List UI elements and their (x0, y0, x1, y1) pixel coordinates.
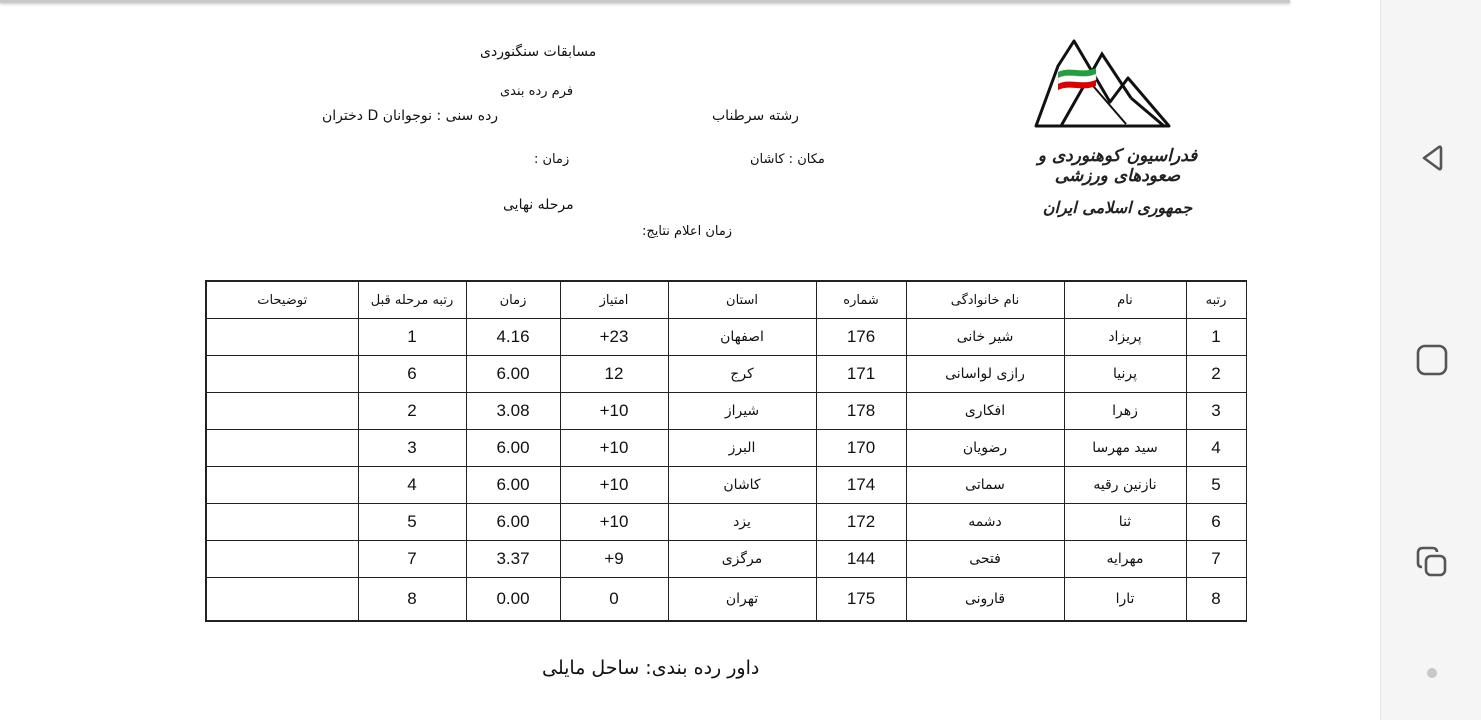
cell-province: مرگزی (668, 541, 816, 578)
cell-rank: 5 (1186, 467, 1246, 504)
competition-title: مسابقات سنگنوردی (480, 44, 597, 60)
cell-number: 144 (816, 541, 906, 578)
cell-last-name: شیر خانی (906, 319, 1064, 356)
cell-first-name: نازنین رقیه (1064, 467, 1186, 504)
cell-first-name: زهرا (1064, 393, 1186, 430)
results-table-container (205, 280, 1227, 630)
table-header-row (206, 281, 1246, 319)
cell-number: 170 (816, 430, 906, 467)
cell-rank: 7 (1186, 541, 1246, 578)
discipline-label: رشته سرطناب (712, 108, 799, 124)
cell-time: 6.00 (466, 430, 560, 467)
results-table (205, 280, 1247, 622)
top-edge-bar (0, 0, 1290, 3)
cell-last-name: فتحی (906, 541, 1064, 578)
cell-score: 12 (560, 356, 668, 393)
cell-rank: 3 (1186, 393, 1246, 430)
cell-rank: 4 (1186, 430, 1246, 467)
cell-notes (206, 578, 358, 622)
cell-province: تهران (668, 578, 816, 622)
cell-last-name: رضویان (906, 430, 1064, 467)
square-home-icon (1410, 338, 1454, 382)
cell-notes (206, 541, 358, 578)
cell-previous-rank: 5 (358, 504, 466, 541)
col-header-rank: رتبه (1186, 281, 1246, 319)
cell-previous-rank: 1 (358, 319, 466, 356)
cell-time: 3.08 (466, 393, 560, 430)
overlapping-squares-recents-icon (1410, 540, 1454, 584)
cell-number: 171 (816, 356, 906, 393)
cell-time: 3.37 (466, 541, 560, 578)
time-label: زمان : (534, 152, 570, 167)
cell-notes (206, 504, 358, 541)
place-label: مکان : کاشان (750, 152, 825, 167)
cell-time: 4.16 (466, 319, 560, 356)
page-indicator-dot (1427, 668, 1437, 678)
cell-rank: 2 (1186, 356, 1246, 393)
cell-score: 10+ (560, 393, 668, 430)
recents-button[interactable] (1410, 540, 1454, 584)
cell-rank: 8 (1186, 578, 1246, 622)
col-header-score: امتیاز (560, 281, 668, 319)
table-row (206, 356, 1246, 393)
referee-label: داور رده بندی: ساحل مایلی (542, 657, 760, 679)
cell-number: 176 (816, 319, 906, 356)
col-header-number: شماره (816, 281, 906, 319)
cell-time: 6.00 (466, 356, 560, 393)
cell-number: 172 (816, 504, 906, 541)
age-group-label: رده سنی : نوجوانان D دختران (322, 108, 499, 124)
cell-score: 10+ (560, 467, 668, 504)
col-header-province: استان (668, 281, 816, 319)
home-button[interactable] (1410, 338, 1454, 382)
cell-first-name: ثنا (1064, 504, 1186, 541)
cell-score: 23+ (560, 319, 668, 356)
cell-first-name: تارا (1064, 578, 1186, 622)
cell-previous-rank: 4 (358, 467, 466, 504)
cell-score: 0 (560, 578, 668, 622)
results-time-label: زمان اعلام نتایج: (642, 224, 733, 239)
cell-time: 6.00 (466, 504, 560, 541)
cell-notes (206, 356, 358, 393)
federation-logo (1030, 38, 1205, 238)
cell-province: شیراز (668, 393, 816, 430)
back-button[interactable] (1410, 136, 1454, 180)
col-header-previous-rank: رتبه مرحله قبل (358, 281, 466, 319)
logo-text-line2: جمهوری اسلامی ایران (1042, 198, 1193, 217)
cell-province: البرز (668, 430, 816, 467)
col-header-time: زمان (466, 281, 560, 319)
cell-first-name: مهرایه (1064, 541, 1186, 578)
triangle-back-icon (1410, 136, 1454, 180)
stage-label: مرحله نهایی (503, 197, 574, 213)
cell-number: 174 (816, 467, 906, 504)
cell-province: کاشان (668, 467, 816, 504)
table-row (206, 319, 1246, 356)
cell-rank: 1 (1186, 319, 1246, 356)
cell-number: 175 (816, 578, 906, 622)
cell-notes (206, 393, 358, 430)
cell-number: 178 (816, 393, 906, 430)
form-title: فرم رده بندی (500, 84, 574, 99)
cell-last-name: قارونی (906, 578, 1064, 622)
cell-last-name: سماتی (906, 467, 1064, 504)
cell-previous-rank: 2 (358, 393, 466, 430)
table-row (206, 430, 1246, 467)
cell-rank: 6 (1186, 504, 1246, 541)
cell-time: 0.00 (466, 578, 560, 622)
cell-first-name: پرنیا (1064, 356, 1186, 393)
cell-notes (206, 467, 358, 504)
cell-province: یزد (668, 504, 816, 541)
table-row (206, 578, 1246, 622)
cell-score: 10+ (560, 430, 668, 467)
cell-previous-rank: 3 (358, 430, 466, 467)
cell-province: کرج (668, 356, 816, 393)
table-row (206, 393, 1246, 430)
cell-last-name: دشمه (906, 504, 1064, 541)
cell-first-name: پریزاد (1064, 319, 1186, 356)
table-row (206, 504, 1246, 541)
cell-last-name: رازی لواسانی (906, 356, 1064, 393)
cell-previous-rank: 7 (358, 541, 466, 578)
cell-score: 9+ (560, 541, 668, 578)
logo-text-line1: فدراسیون کوهنوردی و صعودهای ورزشی (1037, 146, 1198, 186)
col-header-last-name: نام خانوادگی (906, 281, 1064, 319)
col-header-notes: توضیحات (206, 281, 358, 319)
cell-time: 6.00 (466, 467, 560, 504)
table-row (206, 467, 1246, 504)
col-header-first-name: نام (1064, 281, 1186, 319)
cell-notes (206, 319, 358, 356)
cell-first-name: سید مهرسا (1064, 430, 1186, 467)
cell-last-name: افکاری (906, 393, 1064, 430)
cell-notes (206, 430, 358, 467)
cell-score: 10+ (560, 504, 668, 541)
cell-previous-rank: 6 (358, 356, 466, 393)
cell-previous-rank: 8 (358, 578, 466, 622)
mountain-flag-emblem (1030, 38, 1205, 138)
cell-province: اصفهان (668, 319, 816, 356)
table-row (206, 541, 1246, 578)
